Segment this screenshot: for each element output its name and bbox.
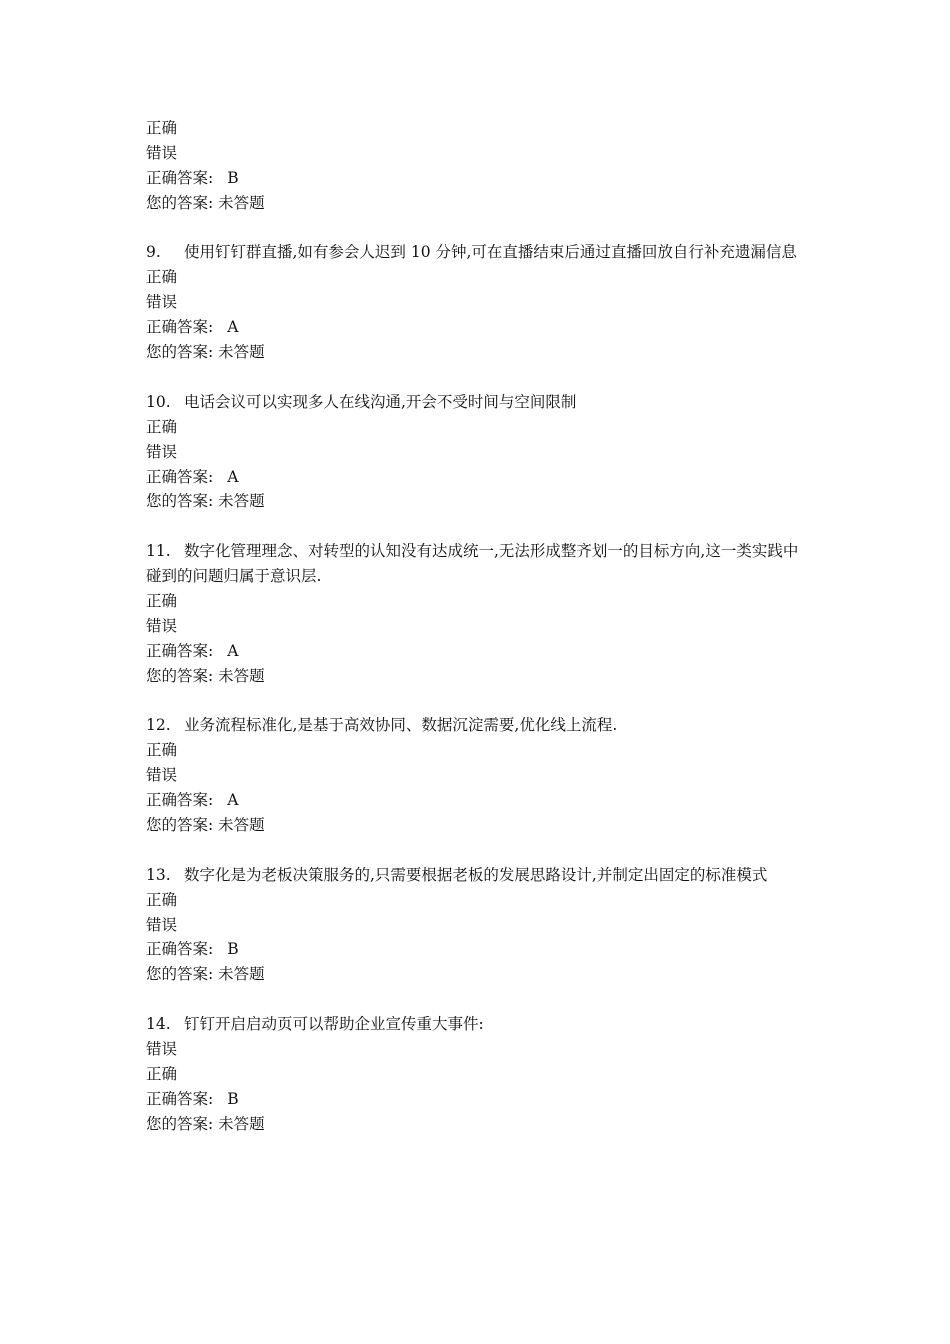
question-text: 使用钉钉群直播,如有参会人迟到 10 分钟,可在直播结束后通过直播回放自行补充遗漏信息	[184, 243, 797, 262]
correct-answer-line	[146, 166, 816, 191]
correct-answer-value: B	[227, 940, 239, 959]
question-number: 14.	[146, 1015, 171, 1034]
question-title	[146, 1012, 811, 1037]
correct-answer-value: A	[227, 467, 239, 486]
your-answer-line	[146, 1112, 816, 1137]
question-title	[146, 390, 811, 415]
option-2: 错误	[146, 915, 178, 934]
your-answer-line	[146, 191, 816, 216]
correct-answer-label: 正确答案:	[146, 641, 214, 660]
correct-answer-line	[146, 315, 816, 340]
your-answer-line	[146, 489, 816, 514]
your-answer-line	[146, 813, 816, 838]
your-answer-value: 未答题	[218, 1114, 265, 1133]
option-2: 错误	[146, 293, 178, 312]
question-number: 9.	[146, 243, 161, 262]
question-number: 12.	[146, 716, 171, 735]
question-text: 钉钉开启启动页可以帮助企业宣传重大事件:	[184, 1015, 484, 1034]
correct-answer-line	[146, 639, 816, 664]
question-number: 13.	[146, 865, 171, 884]
question-text: 数字化是为老板决策服务的,只需要根据老板的发展思路设计,并制定出固定的标准模式	[184, 865, 768, 884]
your-answer-label: 您的答案:	[146, 1114, 214, 1133]
correct-answer-value: B	[227, 1089, 239, 1108]
your-answer-value: 未答题	[218, 492, 265, 511]
correct-answer-line	[146, 465, 816, 490]
correct-answer-label: 正确答案:	[146, 791, 214, 810]
your-answer-label: 您的答案:	[146, 492, 214, 511]
question-number: 11.	[146, 542, 171, 561]
your-answer-value: 未答题	[218, 193, 265, 212]
correct-answer-value: A	[227, 791, 239, 810]
question-block-12	[146, 713, 816, 837]
correct-answer-line	[146, 1087, 816, 1112]
option-2: 错误	[146, 143, 178, 162]
correct-answer-label: 正确答案:	[146, 1089, 214, 1108]
your-answer-line	[146, 340, 816, 365]
option-2: 错误	[146, 442, 178, 461]
question-block-13	[146, 863, 816, 987]
question-number: 10.	[146, 392, 171, 411]
your-answer-label: 您的答案:	[146, 965, 214, 984]
question-block-14	[146, 1012, 816, 1136]
quiz-document	[146, 116, 816, 1162]
correct-answer-label: 正确答案:	[146, 168, 214, 187]
your-answer-line	[146, 962, 816, 987]
question-block-partial	[146, 116, 816, 216]
your-answer-label: 您的答案:	[146, 193, 214, 212]
option-1: 正确	[146, 119, 178, 137]
your-answer-line	[146, 664, 816, 689]
option-1: 正确	[146, 591, 178, 610]
option-2: 错误	[146, 616, 178, 635]
question-text: 业务流程标准化,是基于高效协同、数据沉淀需要,优化线上流程.	[184, 716, 618, 735]
option-2: 正确	[146, 1064, 178, 1083]
option-1: 错误	[146, 1040, 178, 1059]
correct-answer-value: A	[227, 318, 239, 337]
option-1: 正确	[146, 890, 178, 909]
question-title	[146, 539, 811, 589]
your-answer-value: 未答题	[218, 816, 265, 835]
correct-answer-line	[146, 788, 816, 813]
option-1: 正确	[146, 417, 178, 436]
correct-answer-value: B	[227, 168, 239, 187]
correct-answer-label: 正确答案:	[146, 318, 214, 337]
question-text: 数字化管理理念、对转型的认知没有达成统一,无法形成整齐划一的目标方向,这一类实践中碰到的问题归属于意识层.	[146, 542, 799, 586]
your-answer-value: 未答题	[218, 666, 265, 685]
question-block-10	[146, 390, 816, 514]
correct-answer-label: 正确答案:	[146, 940, 214, 959]
your-answer-label: 您的答案:	[146, 343, 214, 362]
option-1: 正确	[146, 268, 178, 287]
question-title	[146, 240, 811, 265]
question-block-11	[146, 539, 816, 688]
your-answer-value: 未答题	[218, 343, 265, 362]
question-text: 电话会议可以实现多人在线沟通,开会不受时间与空间限制	[184, 392, 577, 411]
your-answer-value: 未答题	[218, 965, 265, 984]
question-block-9	[146, 240, 816, 364]
your-answer-label: 您的答案:	[146, 816, 214, 835]
option-2: 错误	[146, 766, 178, 785]
question-title	[146, 713, 811, 738]
correct-answer-line	[146, 937, 816, 962]
question-title	[146, 863, 811, 888]
correct-answer-value: A	[227, 641, 239, 660]
correct-answer-label: 正确答案:	[146, 467, 214, 486]
option-1: 正确	[146, 741, 178, 760]
your-answer-label: 您的答案:	[146, 666, 214, 685]
